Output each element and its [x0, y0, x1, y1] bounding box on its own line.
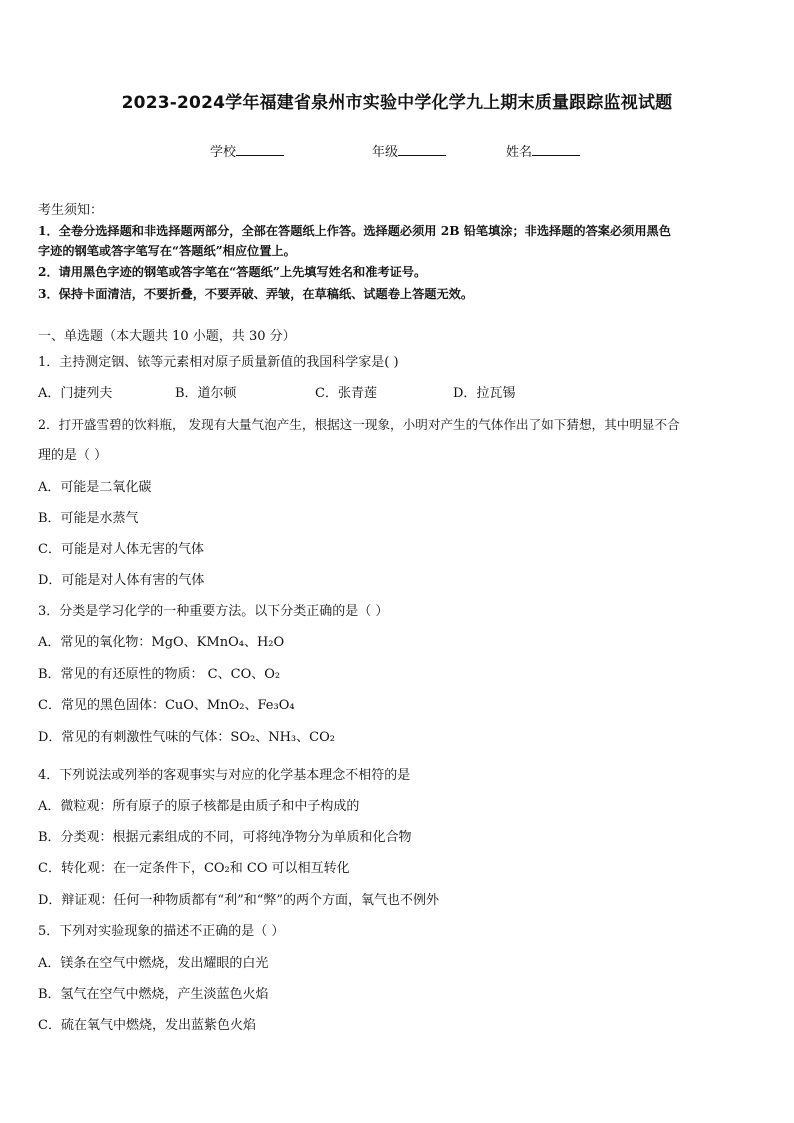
- notice-line: 1．全卷分选择题和非选择题两部分，全部在答题纸上作答。选择题必须用 2B 铅笔填涂；非选择题的答案必须用黑色: [38, 224, 671, 238]
- name-label: 姓名: [506, 145, 533, 160]
- notice-heading: 考生须知：: [38, 203, 104, 218]
- answer-option: B．常见的有还原性的物质： C、CO、O₂: [38, 667, 281, 682]
- question-stem: 3．分类是学习化学的一种重要方法。以下分类正确的是（ ）: [38, 604, 389, 619]
- school-field: [210, 141, 284, 160]
- name-field: [506, 141, 580, 160]
- school-label: 学校: [210, 145, 237, 160]
- school-blank: [236, 143, 284, 156]
- answer-option: C．硫在氧气中燃烧，发出蓝紫色火焰: [38, 1018, 256, 1033]
- answer-option: B．道尔顿: [175, 386, 237, 401]
- question-stem: 4．下列说法或列举的客观事实与对应的化学基本理念不相符的是: [38, 768, 411, 783]
- question-stem: 5．下列对实验现象的描述不正确的是（ ）: [38, 924, 285, 939]
- question-stem: 理的是（ ）: [38, 448, 108, 463]
- answer-option: D．可能是对人体有害的气体: [38, 573, 205, 588]
- notice-line: 字迹的钢笔或答字笔写在“答题纸”相应位置上。: [38, 244, 296, 258]
- answer-option: A．门捷列夫: [38, 386, 113, 401]
- section-heading: 一、单选题（本大题共 10 小题，共 30 分）: [38, 329, 296, 344]
- answer-option: B．氢气在空气中燃烧，产生淡蓝色火焰: [38, 987, 269, 1002]
- grade-label: 年级: [372, 145, 399, 160]
- answer-option: A．微粒观：所有原子的原子核都是由质子和中子构成的: [38, 799, 360, 814]
- notice-line: 2．请用黑色字迹的钢笔或答字笔在“答题纸”上先填写姓名和准考证号。: [38, 265, 427, 279]
- answer-option: C．转化观：在一定条件下，CO₂和 CO 可以相互转化: [38, 861, 350, 876]
- grade-blank: [398, 143, 446, 156]
- answer-option: D．拉瓦锡: [453, 386, 516, 401]
- answer-option: A．可能是二氧化碳: [38, 480, 152, 495]
- question-stem: 2．打开盛雪碧的饮料瓶， 发现有大量气泡产生，根据这一现象，小明对产生的气体作出了如下猜想，其中明显不合: [38, 417, 680, 432]
- answer-option: C．常见的黑色固体：CuO、MnO₂、Fe₃O₄: [38, 698, 295, 713]
- answer-option: A．常见的氧化物：MgO、KMnO₄、H₂O: [38, 635, 285, 650]
- answer-option: B．可能是水蒸气: [38, 511, 139, 526]
- answer-option: B．分类观：根据元素组成的不同，可将纯净物分为单质和化合物: [38, 830, 412, 845]
- answer-option: D．常见的有刺激性气味的气体：SO₂、NH₃、CO₂: [38, 730, 335, 745]
- notice-line: 3．保持卡面清洁，不要折叠，不要弄破、弄皱，在草稿纸、试题卷上答题无效。: [38, 287, 474, 301]
- grade-field: [372, 141, 446, 160]
- question-stem: 1．主持测定铟、铱等元素相对原子质量新值的我国科学家是( ): [38, 355, 399, 370]
- answer-option: C．张青莲: [315, 386, 377, 401]
- answer-option: D．辩证观：任何一种物质都有“利”和“弊”的两个方面，氧气也不例外: [38, 893, 440, 908]
- answer-option: C．可能是对人体无害的气体: [38, 542, 204, 557]
- name-blank: [532, 143, 580, 156]
- answer-option: A．镁条在空气中燃烧，发出耀眼的白光: [38, 956, 269, 971]
- exam-title: 2023-2024学年福建省泉州市实验中学化学九上期末质量跟踪监视试题: [121, 93, 673, 113]
